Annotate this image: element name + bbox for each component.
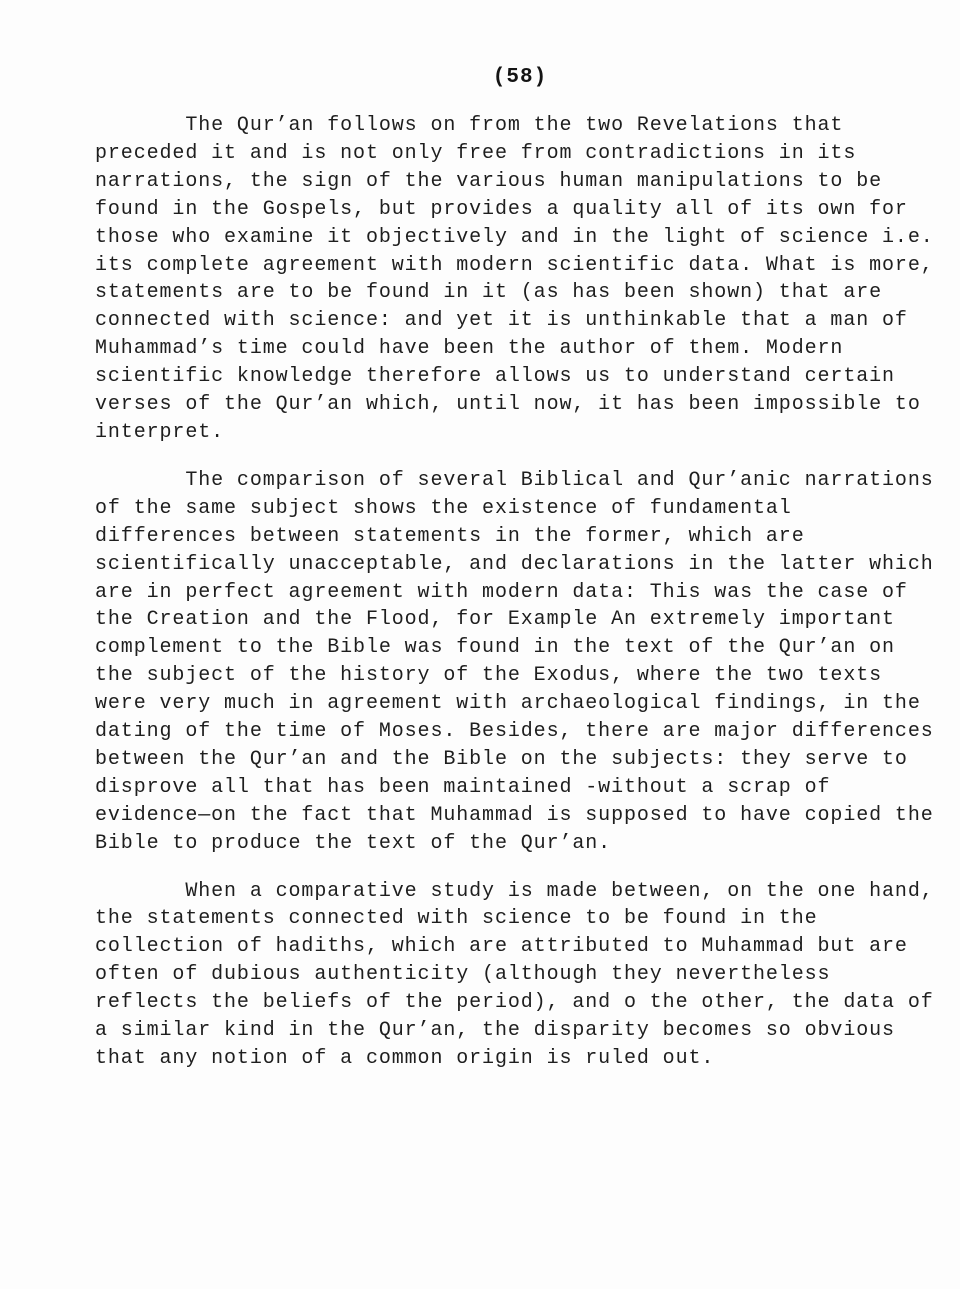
text-line: scientifically unacceptable, and declarations in the latter which bbox=[95, 552, 934, 576]
text-line: collection of hadiths, which are attributed to Muhammad but are bbox=[95, 935, 908, 959]
text-line: often of dubious authenticity (although they nevertheless bbox=[95, 963, 831, 987]
text-line: complement to the Bible was found in the text of the Qur’an on bbox=[95, 636, 895, 660]
text-line: verses of the Qur’an which, until now, it has been impossible to bbox=[95, 393, 921, 417]
text-line: dating of the time of Moses. Besides, there are major differences bbox=[95, 720, 934, 744]
text-line: Muhammad’s time could have been the author of them. Modern bbox=[95, 337, 844, 361]
text-line: statements are to be found in it (as has been shown) that are bbox=[95, 281, 883, 305]
text-line: disprove all that has been maintained -without a scrap of bbox=[95, 775, 831, 799]
text-line: of the same subject shows the existence of fundamental bbox=[95, 496, 792, 520]
text-line: preceded it and is not only free from contradictions in its bbox=[95, 141, 857, 165]
text-line: between the Qur’an and the Bible on the subjects: they serve to bbox=[95, 747, 908, 771]
text-line: narrations, the sign of the various human manipulations to be bbox=[95, 169, 883, 193]
paragraph bbox=[95, 878, 945, 1073]
text-line: connected with science: and yet it is unthinkable that a man of bbox=[95, 309, 908, 333]
text-line: evidence—on the fact that Muhammad is supposed to have copied the bbox=[95, 803, 934, 827]
paragraph bbox=[95, 467, 945, 858]
text-line: the Creation and the Flood, for Example An extremely important bbox=[95, 608, 895, 632]
text-column bbox=[95, 64, 945, 1073]
text-line: Bible to produce the text of the Qur’an. bbox=[95, 831, 612, 855]
text-line: the statements connected with science to be found in the bbox=[95, 907, 818, 931]
text-line: reflects the beliefs of the period), and o the other, the data of bbox=[95, 991, 934, 1015]
text-line: those who examine it objectively and in the light of science i.e. bbox=[95, 225, 934, 249]
text-line: the subject of the history of the Exodus, where the two texts bbox=[95, 664, 883, 688]
document-body bbox=[95, 112, 945, 1073]
text-line: differences between statements in the former, which are bbox=[95, 524, 805, 548]
text-line: scientific knowledge therefore allows us to understand certain bbox=[95, 365, 895, 389]
text-line: are in perfect agreement with modern data: This was the case of bbox=[95, 580, 908, 604]
text-line: The Qur’an follows on from the two Revelations that bbox=[95, 114, 844, 137]
paragraph bbox=[95, 112, 945, 447]
text-line: its complete agreement with modern scientific data. What is more, bbox=[95, 253, 934, 277]
text-line: The comparison of several Biblical and Qur’anic narrations bbox=[95, 468, 934, 492]
text-line: interpret. bbox=[95, 420, 225, 444]
text-line: When a comparative study is made between, on the one hand, bbox=[95, 879, 934, 903]
text-line: found in the Gospels, but provides a quality all of its own for bbox=[95, 197, 908, 221]
text-line: a similar kind in the Qur’an, the disparity becomes so obvious bbox=[95, 1019, 895, 1043]
page-number: (58) bbox=[492, 66, 548, 89]
text-line: were very much in agreement with archaeological findings, in the bbox=[95, 692, 921, 716]
text-line: that any notion of a common origin is ruled out. bbox=[95, 1047, 715, 1070]
